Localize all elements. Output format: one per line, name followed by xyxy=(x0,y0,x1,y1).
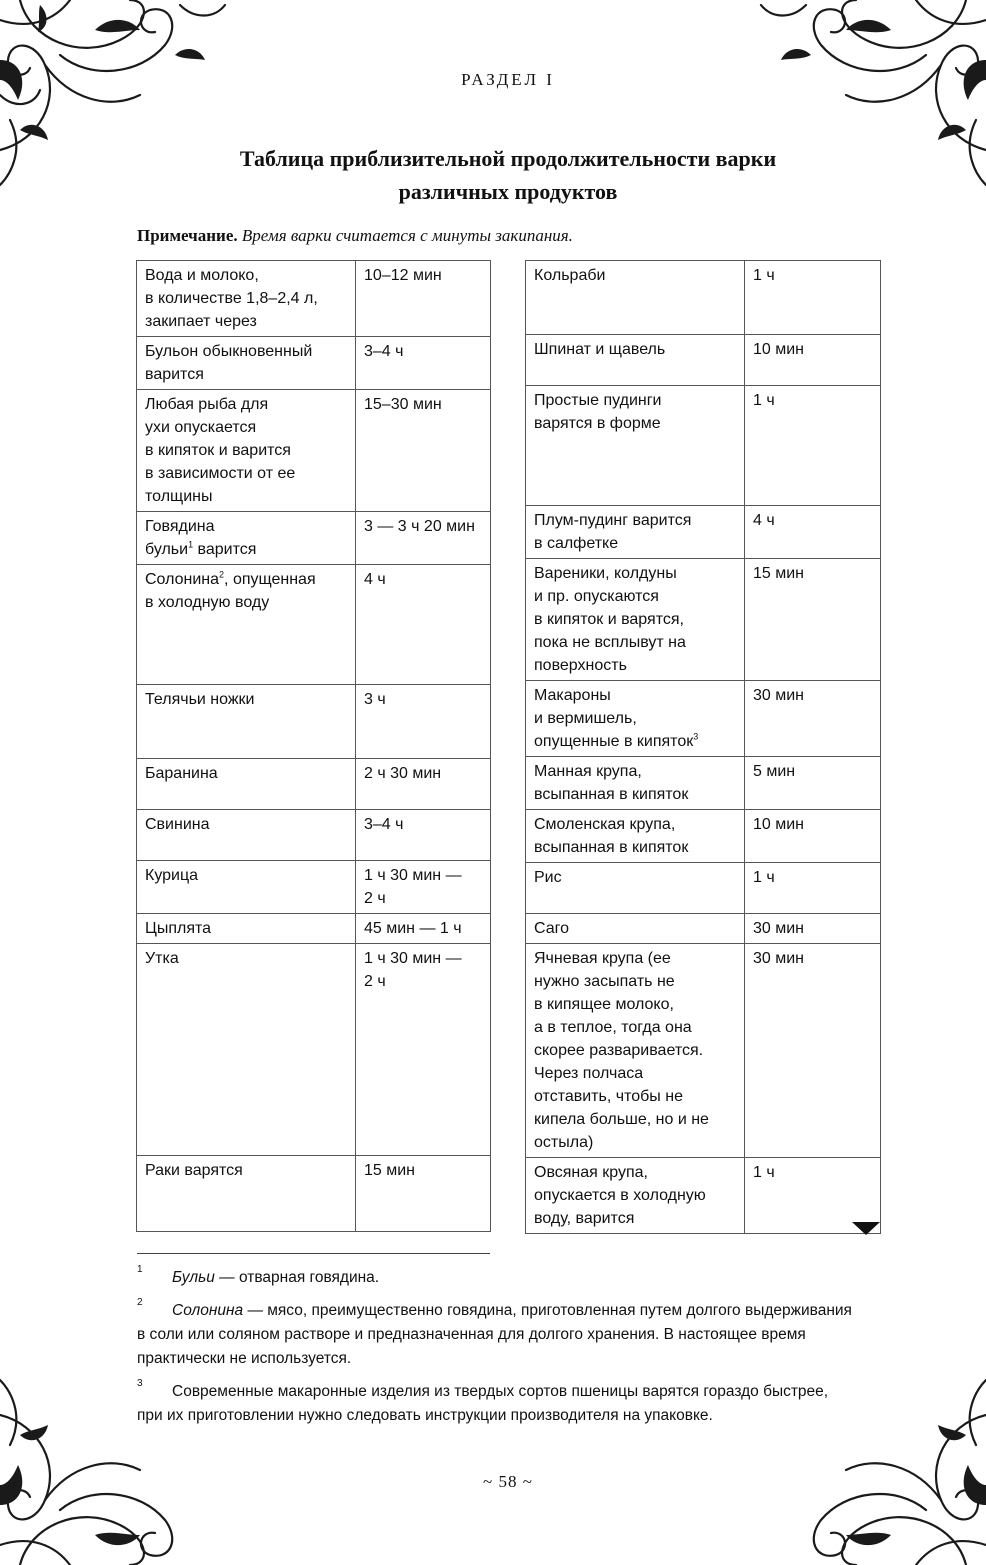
time-cell: 3 ч xyxy=(356,685,491,759)
table-row xyxy=(137,759,491,810)
time-cell: 10 мин xyxy=(745,810,881,863)
table-row xyxy=(137,914,491,944)
cooking-time-table-right xyxy=(525,260,881,1234)
time-cell: 30 мин xyxy=(745,944,881,1158)
table-row xyxy=(137,512,491,565)
table-row xyxy=(526,386,881,506)
product-cell: Макароны и вермишель, опущенные в кипяток$^3$ xyxy=(526,681,745,757)
table-row xyxy=(526,506,881,559)
time-cell: 15 мин xyxy=(356,1156,491,1232)
time-cell: 30 мин xyxy=(745,914,881,944)
product-cell: Курица xyxy=(137,861,356,914)
time-cell: 10 мин xyxy=(745,335,881,386)
table-row xyxy=(526,944,881,1158)
footnote-text: Современные макаронные изделия из твердых сортов пшеницы варятся гораздо быстрее, при их приготовлении нужно следовать инструкции производителя на упаковке. xyxy=(137,1383,829,1424)
product-cell: Плум-пудинг варится в салфетке xyxy=(526,506,745,559)
footnote-term: Солонина xyxy=(172,1302,244,1319)
footnote-number: 1 xyxy=(137,1264,143,1275)
note xyxy=(137,226,573,246)
time-cell: 3–4 ч xyxy=(356,337,491,390)
table-row xyxy=(526,335,881,386)
end-triangle-icon xyxy=(852,1222,880,1235)
time-cell: 1 ч xyxy=(745,1158,881,1234)
time-cell: 1 ч xyxy=(745,386,881,506)
table-row xyxy=(137,337,491,390)
product-cell: Вода и молоко, в количестве 1,8–2,4 л, закипает через xyxy=(137,261,356,337)
time-cell: 4 ч xyxy=(356,565,491,685)
table-row xyxy=(526,757,881,810)
table-row xyxy=(137,810,491,861)
product-cell: Вареники, колдуны и пр. опускаются в кипяток и варятся, пока не всплывут на поверхность xyxy=(526,559,745,681)
table-row xyxy=(526,559,881,681)
time-cell: 1 ч xyxy=(745,863,881,914)
product-cell: Цыплята xyxy=(137,914,356,944)
table-row xyxy=(526,1158,881,1234)
footnote-ref: 1 xyxy=(188,539,194,550)
time-cell: 1 ч 30 мин — 2 ч xyxy=(356,944,491,1156)
table-row xyxy=(137,685,491,759)
product-cell: Бульон обыкновенный варится xyxy=(137,337,356,390)
time-cell: 2 ч 30 мин xyxy=(356,759,491,810)
product-cell: Манная крупа, всыпанная в кипяток xyxy=(526,757,745,810)
table-row xyxy=(526,681,881,757)
product-cell: Утка xyxy=(137,944,356,1156)
product-cell: Любая рыба для ухи опускается в кипяток и варится в зависимости от ее толщины xyxy=(137,390,356,512)
time-cell: 15 мин xyxy=(745,559,881,681)
title-line-2: различных продуктов xyxy=(398,179,618,204)
time-cell: 4 ч xyxy=(745,506,881,559)
product-cell: Шпинат и щавель xyxy=(526,335,745,386)
product-cell: Смоленская крупа, всыпанная в кипяток xyxy=(526,810,745,863)
time-cell: 10–12 мин xyxy=(356,261,491,337)
table-row xyxy=(137,261,491,337)
time-cell: 45 мин — 1 ч xyxy=(356,914,491,944)
table-row xyxy=(526,810,881,863)
footnote-number: 2 xyxy=(137,1297,143,1308)
product-cell: Овсяная крупа, опускается в холодную воду, варится xyxy=(526,1158,745,1234)
time-cell: 30 мин xyxy=(745,681,881,757)
product-cell: Телячьи ножки xyxy=(137,685,356,759)
footnote-number: 3 xyxy=(137,1378,143,1389)
time-cell: 15–30 мин xyxy=(356,390,491,512)
time-cell: 3–4 ч xyxy=(356,810,491,861)
product-cell: Рис xyxy=(526,863,745,914)
page-number: ~ 58 ~ xyxy=(483,1472,533,1491)
product-cell: Баранина xyxy=(137,759,356,810)
table-row xyxy=(137,565,491,685)
product-cell: Простые пудинги варятся в форме xyxy=(526,386,745,506)
product-cell: Кольраби xyxy=(526,261,745,335)
footnote-term: Бульи xyxy=(172,1269,215,1286)
footnote-ref: 2 xyxy=(219,569,225,580)
footnote-ref: 3 xyxy=(693,731,699,742)
note-label: Примечание. xyxy=(137,226,238,245)
table-row xyxy=(137,390,491,512)
footnote-text: — мясо, преимущественно говядина, приготовленная путем долгого выдерживания в соли или соляном растворе и предназначенная для долгого хранения. В настоящее время практически не используется. xyxy=(137,1302,852,1367)
table-row xyxy=(137,861,491,914)
product-cell: Говядина бульи$^1$ варится xyxy=(137,512,356,565)
time-cell: 3 — 3 ч 20 мин xyxy=(356,512,491,565)
table-row xyxy=(526,261,881,335)
table-row xyxy=(526,914,881,944)
note-text: Время варки считается с минуты закипания. xyxy=(241,226,573,245)
time-cell: 1 ч xyxy=(745,261,881,335)
product-cell: Раки варятся xyxy=(137,1156,356,1232)
table-row xyxy=(526,863,881,914)
cooking-time-table-left xyxy=(136,260,491,1232)
title-line-1: Таблица приблизительной продолжительности варки xyxy=(239,146,777,171)
time-cell: 5 мин xyxy=(745,757,881,810)
time-cell: 1 ч 30 мин — 2 ч xyxy=(356,861,491,914)
product-cell: Саго xyxy=(526,914,745,944)
footnote-text: — отварная говядина. xyxy=(214,1269,380,1286)
footnote-1 xyxy=(137,1266,857,1290)
section-header: РАЗДЕЛ I xyxy=(461,70,555,89)
page-title xyxy=(0,142,986,208)
table-row xyxy=(137,944,491,1156)
footnote-divider xyxy=(137,1253,490,1254)
table-row xyxy=(137,1156,491,1232)
product-cell: Свинина xyxy=(137,810,356,861)
footnote-2 xyxy=(137,1299,857,1371)
product-cell: Солонина$^2$, опущенная в холодную воду xyxy=(137,565,356,685)
footnote-3 xyxy=(137,1380,857,1428)
product-cell: Ячневая крупа (ее нужно засыпать не в кипящее молоко, а в теплое, тогда она скорее разваривается. Через полчаса отставить, чтобы не кипела больше, но и не остыла) xyxy=(526,944,745,1158)
